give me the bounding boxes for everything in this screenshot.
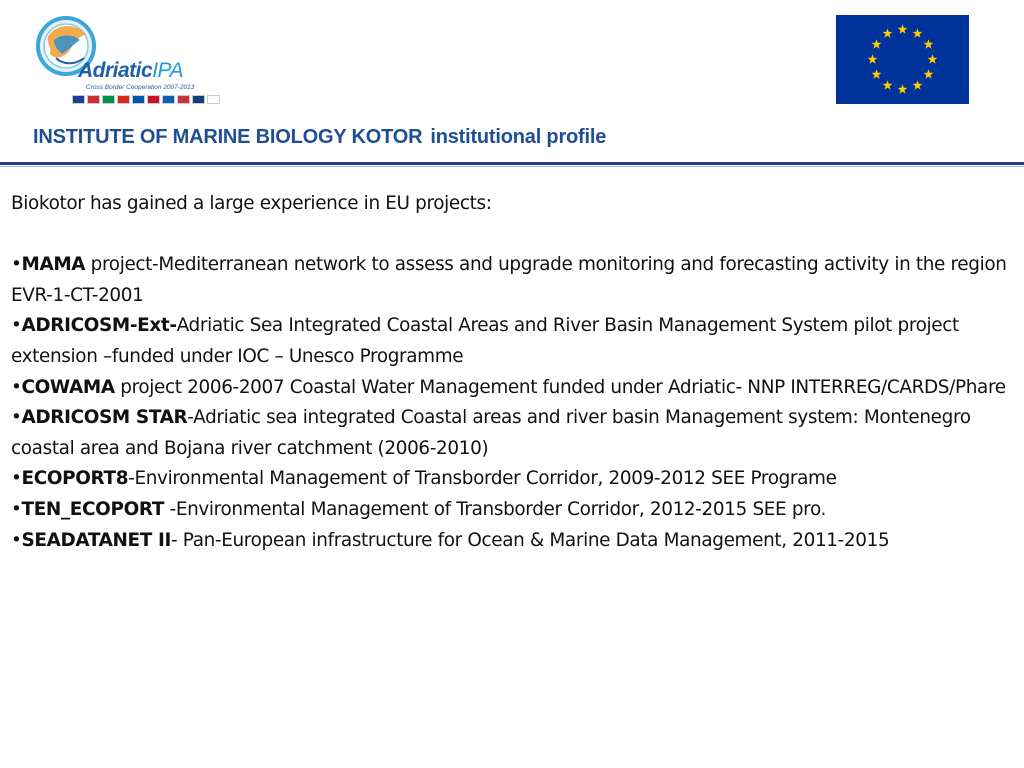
slide-body xyxy=(11,189,1011,556)
title-main: INSTITUTE OF MARINE BIOLOGY KOTOR xyxy=(33,126,423,148)
project-list xyxy=(11,250,1011,556)
project-name: COWAMA xyxy=(21,376,115,398)
project-description: - Pan-European infrastructure for Ocean & Marine Data Management, 2011-2015 xyxy=(171,529,890,551)
project-item xyxy=(11,311,1011,372)
partner-flag-icon xyxy=(192,95,205,104)
page-title xyxy=(33,126,606,149)
logo-word-accent: IPA xyxy=(152,59,183,82)
eu-star-icon xyxy=(883,28,893,37)
bullet: • xyxy=(11,376,22,398)
partner-flag-icon xyxy=(102,95,115,104)
partner-flags xyxy=(72,95,220,104)
bullet: • xyxy=(11,254,22,276)
partner-flag-icon xyxy=(72,95,85,104)
partner-flag-icon xyxy=(162,95,175,104)
partner-flag-icon xyxy=(207,95,220,104)
project-item xyxy=(11,373,1011,404)
project-name: ADRICOSM-Ext- xyxy=(21,315,177,337)
partner-flag-icon xyxy=(117,95,130,104)
project-name: ECOPORT8 xyxy=(21,468,129,490)
project-item xyxy=(11,464,1011,495)
eu-star-icon xyxy=(924,39,934,48)
eu-star-icon xyxy=(924,69,934,78)
project-name: SEADATANET II xyxy=(21,529,171,551)
eu-star-icon xyxy=(868,54,878,63)
logo-word-main: Adriatic xyxy=(78,59,153,82)
project-item xyxy=(11,495,1011,526)
project-item xyxy=(11,526,1011,557)
bullet: • xyxy=(11,468,22,490)
title-sub: institutional profile xyxy=(430,126,607,148)
project-name: MAMA xyxy=(21,254,86,276)
eu-star-icon xyxy=(928,54,938,63)
project-description: project-Mediterranean network to assess and upgrade monitoring and forecasting activity in the region EVR-1-CT-2001 xyxy=(11,254,1007,306)
project-description: -Adriatic sea integrated Coastal areas and river basin Management system: Montenegro coastal area and Bojana river catchment (2006-2010) xyxy=(11,407,971,459)
eu-star-icon xyxy=(872,39,882,48)
project-description: project 2006-2007 Coastal Water Management funded under Adriatic- NNP INTERREG/CARDS/Phare xyxy=(114,376,1006,398)
project-item xyxy=(11,403,1011,464)
project-description: -Environmental Management of Transborder Corridor, 2009-2012 SEE Programe xyxy=(128,468,837,490)
partner-flag-icon xyxy=(87,95,100,104)
intro-text: Biokotor has gained a large experience in EU projects: xyxy=(11,193,492,214)
bullet: • xyxy=(11,315,22,337)
bullet: • xyxy=(11,498,22,520)
logo-tagline: Cross Border Cooperation 2007-2013 xyxy=(86,84,195,91)
eu-stars xyxy=(836,15,969,104)
bullet: • xyxy=(11,529,22,551)
partner-flag-icon xyxy=(177,95,190,104)
eu-star-icon xyxy=(913,80,923,89)
eu-flag-icon xyxy=(836,15,969,104)
adriatic-ipa-logo xyxy=(34,14,199,106)
project-description: -Environmental Management of Transborder Corridor, 2012-2015 SEE pro. xyxy=(164,498,827,520)
project-item xyxy=(11,250,1011,311)
bullet: • xyxy=(11,407,22,429)
project-description: Adriatic Sea Integrated Coastal Areas and River Basin Management System pilot project extension –funded under IOC – Unesco Programme xyxy=(11,315,959,367)
project-name: TEN_ECOPORT xyxy=(21,498,165,520)
logo-wordmark xyxy=(78,59,183,83)
title-divider-shadow xyxy=(0,166,1024,167)
eu-star-icon xyxy=(913,28,923,37)
title-divider xyxy=(0,162,1024,165)
partner-flag-icon xyxy=(147,95,160,104)
partner-flag-icon xyxy=(132,95,145,104)
eu-star-icon xyxy=(883,80,893,89)
eu-star-icon xyxy=(872,69,882,78)
project-name: ADRICOSM STAR xyxy=(21,407,188,429)
eu-star-icon xyxy=(898,84,908,93)
eu-star-icon xyxy=(898,24,908,33)
